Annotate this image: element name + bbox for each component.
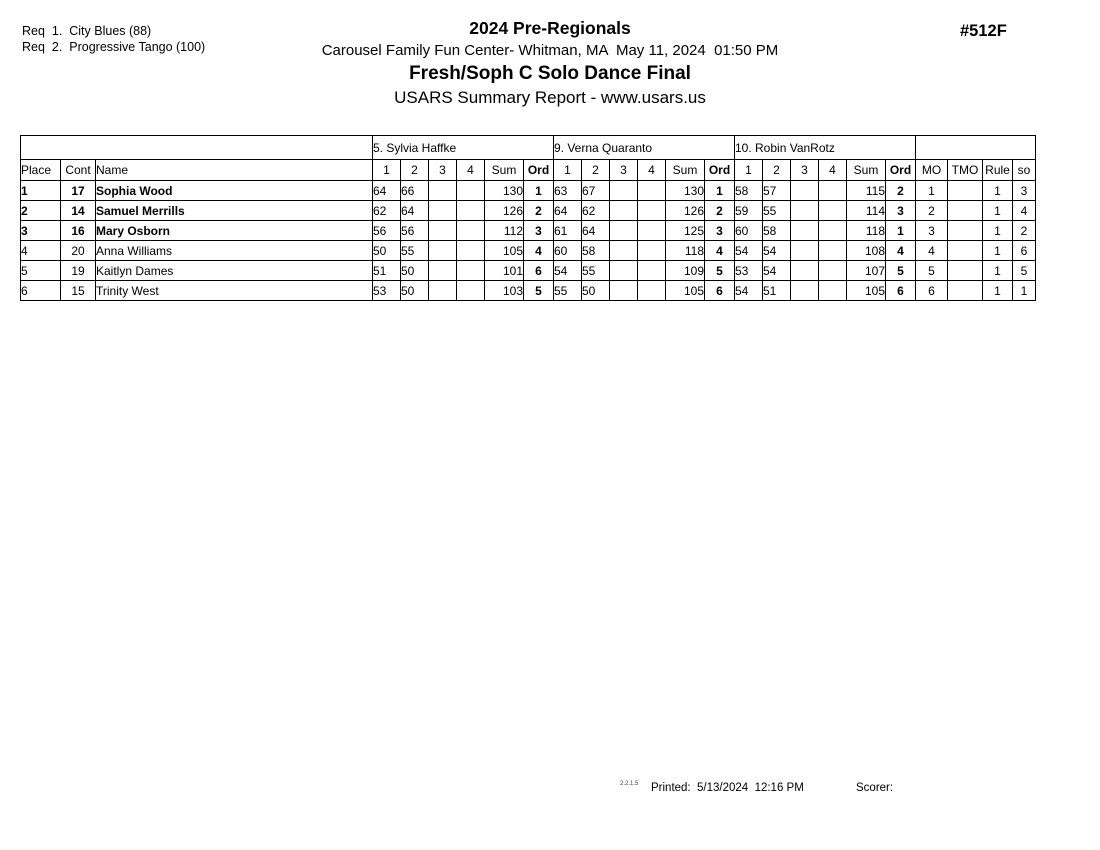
cell-judge1-sum: 126 (485, 201, 524, 221)
cell-judge3-score1: 53 (735, 261, 763, 281)
cell-judge2-score3 (610, 181, 638, 201)
header-name: Name (96, 160, 373, 181)
event-number: #512F (960, 22, 1007, 40)
cell-judge2-score3 (610, 221, 638, 241)
cell-name: Mary Osborn (96, 221, 373, 241)
cell-tmo (948, 181, 983, 201)
event-title: Fresh/Soph C Solo Dance Final (409, 63, 691, 84)
req-line-2: Req 2. Progressive Tango (100) (22, 40, 206, 54)
cell-mo: 6 (916, 281, 948, 301)
judge-header-3: 10. Robin VanRotz (735, 136, 916, 160)
cell-rule: 1 (983, 281, 1013, 301)
table-row (21, 181, 1036, 201)
cell-judge1-score4 (457, 201, 485, 221)
cell-judge2-score2: 55 (582, 261, 610, 281)
header-judge3-3: 3 (791, 160, 819, 181)
table-row (21, 221, 1036, 241)
table-row (21, 241, 1036, 261)
cell-place: 2 (21, 201, 61, 221)
cell-judge3-score3 (791, 221, 819, 241)
header-judge1-4: 4 (457, 160, 485, 181)
header-place: Place (21, 160, 61, 181)
cell-judge3-score2: 51 (763, 281, 791, 301)
cell-cont: 16 (61, 221, 96, 241)
cell-judge2-score3 (610, 241, 638, 261)
cell-name: Anna Williams (96, 241, 373, 261)
header-judge2-4: 4 (638, 160, 666, 181)
cell-tmo (948, 241, 983, 261)
cell-judge2-score3 (610, 261, 638, 281)
cell-judge2-ord: 6 (705, 281, 735, 301)
cell-judge2-score2: 64 (582, 221, 610, 241)
cell-judge3-ord: 3 (886, 201, 916, 221)
cell-judge3-score4 (819, 221, 847, 241)
cell-judge1-score4 (457, 281, 485, 301)
cell-judge3-score3 (791, 281, 819, 301)
cell-judge2-ord: 3 (705, 221, 735, 241)
cell-judge3-score3 (791, 181, 819, 201)
cell-judge1-score2: 64 (401, 201, 429, 221)
header-judge2-3: 3 (610, 160, 638, 181)
cell-judge3-score2: 55 (763, 201, 791, 221)
venue-line: Carousel Family Fun Center- Whitman, MA May 11, 2024 01:50 PM (321, 42, 779, 59)
cell-judge2-score2: 62 (582, 201, 610, 221)
header-judge1-2: 2 (401, 160, 429, 181)
cell-judge3-score1: 54 (735, 241, 763, 261)
cell-judge3-score3 (791, 261, 819, 281)
cell-cont: 17 (61, 181, 96, 201)
cell-judge1-score3 (429, 181, 457, 201)
header-judge3-2: 2 (763, 160, 791, 181)
cell-judge2-score3 (610, 281, 638, 301)
cell-judge1-score1: 50 (373, 241, 401, 261)
cell-judge3-score4 (819, 241, 847, 261)
cell-judge3-sum: 115 (847, 181, 886, 201)
cell-judge2-ord: 5 (705, 261, 735, 281)
cell-so: 6 (1013, 241, 1036, 261)
cell-name: Trinity West (96, 281, 373, 301)
cell-so: 2 (1013, 221, 1036, 241)
cell-judge2-score4 (638, 181, 666, 201)
report-title: USARS Summary Report - www.usars.us (394, 88, 706, 107)
cell-place: 1 (21, 181, 61, 201)
cell-judge2-ord: 2 (705, 201, 735, 221)
cell-tmo (948, 261, 983, 281)
cell-judge2-score1: 60 (554, 241, 582, 261)
cell-judge3-score1: 54 (735, 281, 763, 301)
cell-judge2-score4 (638, 241, 666, 261)
cell-rule: 1 (983, 221, 1013, 241)
cell-judge2-score1: 61 (554, 221, 582, 241)
cell-judge2-score4 (638, 261, 666, 281)
cell-judge1-sum: 105 (485, 241, 524, 261)
cell-judge1-sum: 103 (485, 281, 524, 301)
cell-judge1-score4 (457, 221, 485, 241)
cell-so: 4 (1013, 201, 1036, 221)
cell-judge3-score1: 58 (735, 181, 763, 201)
cell-name: Kaitlyn Dames (96, 261, 373, 281)
cell-judge1-score1: 51 (373, 261, 401, 281)
header-judge3-sum: Sum (847, 160, 886, 181)
cell-cont: 14 (61, 201, 96, 221)
cell-judge1-score4 (457, 261, 485, 281)
cell-place: 6 (21, 281, 61, 301)
cell-rule: 1 (983, 241, 1013, 261)
cell-judge2-score1: 64 (554, 201, 582, 221)
header-judge2-ord: Ord (705, 160, 735, 181)
cell-judge1-score2: 66 (401, 181, 429, 201)
cell-judge2-score4 (638, 221, 666, 241)
cell-judge1-score1: 62 (373, 201, 401, 221)
cell-rule: 1 (983, 261, 1013, 281)
header-cont: Cont (61, 160, 96, 181)
cell-judge3-score4 (819, 181, 847, 201)
cell-mo: 5 (916, 261, 948, 281)
cell-judge1-score1: 64 (373, 181, 401, 201)
cell-judge3-score2: 57 (763, 181, 791, 201)
cell-judge3-ord: 2 (886, 181, 916, 201)
results-table (20, 135, 1036, 301)
cell-judge3-sum: 107 (847, 261, 886, 281)
header-judge1-ord: Ord (524, 160, 554, 181)
cell-mo: 3 (916, 221, 948, 241)
cell-place: 4 (21, 241, 61, 261)
cell-judge1-ord: 5 (524, 281, 554, 301)
cell-judge2-score4 (638, 201, 666, 221)
cell-judge1-score4 (457, 181, 485, 201)
cell-judge2-score1: 63 (554, 181, 582, 201)
cell-judge1-ord: 3 (524, 221, 554, 241)
cell-cont: 15 (61, 281, 96, 301)
cell-judge2-score1: 55 (554, 281, 582, 301)
cell-judge1-ord: 4 (524, 241, 554, 261)
cell-name: Sophia Wood (96, 181, 373, 201)
judge-band-row (21, 136, 1036, 160)
footer-printed: Printed: 5/13/2024 12:16 PM (651, 782, 804, 794)
header-judge3-4: 4 (819, 160, 847, 181)
cell-judge1-ord: 2 (524, 201, 554, 221)
header-judge3-ord: Ord (886, 160, 916, 181)
cell-mo: 1 (916, 181, 948, 201)
cell-judge3-score2: 58 (763, 221, 791, 241)
cell-judge1-ord: 1 (524, 181, 554, 201)
cell-judge1-sum: 112 (485, 221, 524, 241)
header-judge2-sum: Sum (666, 160, 705, 181)
cell-judge1-score2: 50 (401, 281, 429, 301)
cell-judge1-score4 (457, 241, 485, 261)
cell-judge3-sum: 105 (847, 281, 886, 301)
judge-header-1: 5. Sylvia Haffke (373, 136, 554, 160)
header-mo: MO (916, 160, 948, 181)
cell-rule: 1 (983, 181, 1013, 201)
cell-judge2-score3 (610, 201, 638, 221)
cell-judge3-score2: 54 (763, 261, 791, 281)
header-judge2-1: 1 (554, 160, 582, 181)
footer-version: 2.2.1.5 (620, 781, 639, 787)
cell-judge3-score2: 54 (763, 241, 791, 261)
cell-rule: 1 (983, 201, 1013, 221)
cell-judge3-ord: 6 (886, 281, 916, 301)
cell-judge3-score1: 59 (735, 201, 763, 221)
cell-judge3-ord: 1 (886, 221, 916, 241)
column-header-row (21, 160, 1036, 181)
cell-judge2-score1: 54 (554, 261, 582, 281)
cell-judge1-score3 (429, 281, 457, 301)
cell-so: 1 (1013, 281, 1036, 301)
table-row (21, 261, 1036, 281)
band-spacer-left (21, 136, 373, 160)
header-tmo: TMO (948, 160, 983, 181)
cell-judge3-sum: 108 (847, 241, 886, 261)
cell-mo: 2 (916, 201, 948, 221)
cell-judge2-sum: 109 (666, 261, 705, 281)
cell-tmo (948, 221, 983, 241)
cell-judge1-sum: 101 (485, 261, 524, 281)
page-title: 2024 Pre-Regionals (469, 18, 631, 38)
req-line-1: Req 1. City Blues (88) (22, 24, 152, 38)
cell-judge2-sum: 105 (666, 281, 705, 301)
footer-scorer: Scorer: (856, 782, 894, 794)
cell-judge1-score2: 56 (401, 221, 429, 241)
cell-so: 3 (1013, 181, 1036, 201)
cell-judge1-sum: 130 (485, 181, 524, 201)
cell-tmo (948, 201, 983, 221)
cell-judge2-score2: 50 (582, 281, 610, 301)
cell-judge2-sum: 130 (666, 181, 705, 201)
cell-place: 5 (21, 261, 61, 281)
cell-judge3-score1: 60 (735, 221, 763, 241)
judge-header-2: 9. Verna Quaranto (554, 136, 735, 160)
cell-judge2-score2: 67 (582, 181, 610, 201)
cell-judge3-ord: 5 (886, 261, 916, 281)
cell-place: 3 (21, 221, 61, 241)
cell-judge2-score4 (638, 281, 666, 301)
cell-name: Samuel Merrills (96, 201, 373, 221)
report-header (0, 17, 1100, 109)
cell-judge3-sum: 114 (847, 201, 886, 221)
cell-judge1-score2: 50 (401, 261, 429, 281)
header-judge2-2: 2 (582, 160, 610, 181)
cell-judge2-ord: 4 (705, 241, 735, 261)
cell-judge1-score3 (429, 201, 457, 221)
table-row (21, 201, 1036, 221)
band-spacer-right (916, 136, 1036, 160)
header-rule: Rule (983, 160, 1013, 181)
cell-cont: 20 (61, 241, 96, 261)
cell-so: 5 (1013, 261, 1036, 281)
cell-judge2-sum: 126 (666, 201, 705, 221)
cell-judge1-ord: 6 (524, 261, 554, 281)
cell-judge3-score4 (819, 261, 847, 281)
cell-judge2-ord: 1 (705, 181, 735, 201)
cell-judge3-ord: 4 (886, 241, 916, 261)
cell-judge3-score4 (819, 201, 847, 221)
cell-judge3-sum: 118 (847, 221, 886, 241)
cell-judge3-score3 (791, 241, 819, 261)
header-judge3-1: 1 (735, 160, 763, 181)
header-judge1-3: 3 (429, 160, 457, 181)
header-so: so (1013, 160, 1036, 181)
cell-tmo (948, 281, 983, 301)
cell-judge1-score3 (429, 221, 457, 241)
header-judge1-sum: Sum (485, 160, 524, 181)
cell-mo: 4 (916, 241, 948, 261)
cell-judge3-score4 (819, 281, 847, 301)
cell-judge1-score3 (429, 261, 457, 281)
table-row (21, 281, 1036, 301)
cell-judge1-score3 (429, 241, 457, 261)
cell-judge2-sum: 118 (666, 241, 705, 261)
cell-cont: 19 (61, 261, 96, 281)
cell-judge3-score3 (791, 201, 819, 221)
cell-judge2-score2: 58 (582, 241, 610, 261)
cell-judge1-score1: 56 (373, 221, 401, 241)
header-judge1-1: 1 (373, 160, 401, 181)
cell-judge1-score2: 55 (401, 241, 429, 261)
cell-judge1-score1: 53 (373, 281, 401, 301)
cell-judge2-sum: 125 (666, 221, 705, 241)
